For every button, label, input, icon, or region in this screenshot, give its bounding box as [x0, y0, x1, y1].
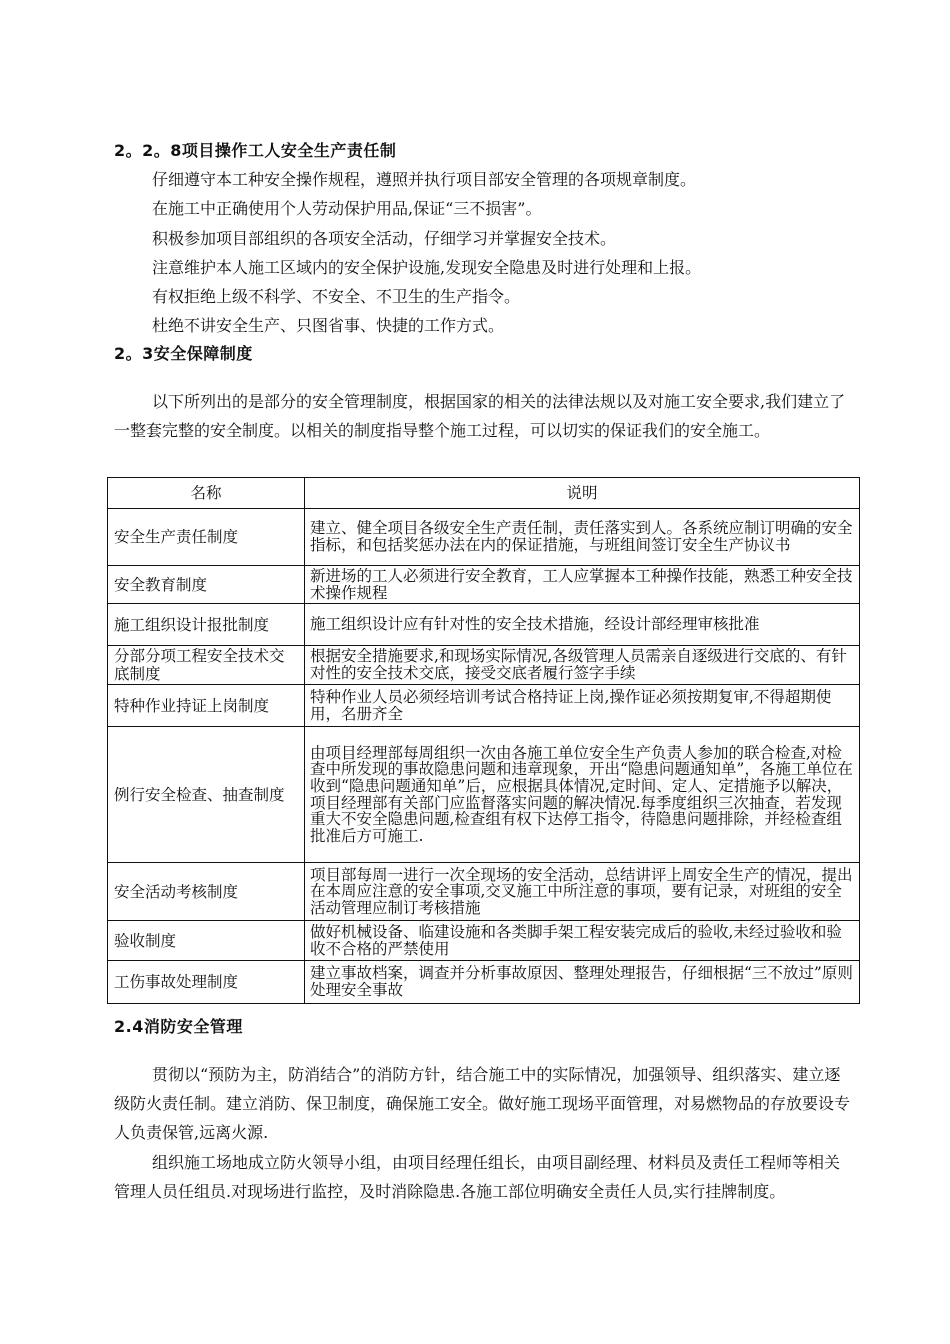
heading-2-4: 2.4消防安全管理 — [114, 1017, 243, 1036]
table-row — [108, 566, 860, 604]
regulation-desc: 建立事故档案，调查并分析事故原因、整理处理报告，仔细根据“三不放过”原则处理安全事故 — [305, 961, 860, 1004]
regulation-name: 施工组织设计报批制度 — [108, 604, 305, 646]
heading-2-3: 2。3安全保障制度 — [114, 344, 253, 363]
duty-item: 积极参加项目部组织的各项安全活动，仔细学习并掌握安全技术。 — [152, 229, 617, 248]
table-row — [108, 727, 860, 863]
regulation-desc: 新进场的工人必须进行安全教育，工人应掌握本工种操作技能，熟悉工种安全技术操作规程 — [305, 566, 860, 604]
duty-item: 在施工中正确使用个人劳动保护用品,保证“三不损害”。 — [152, 199, 542, 218]
table-row — [108, 509, 860, 566]
regulation-desc: 由项目经理部每周组织一次由各施工单位安全生产负责人参加的联合检查,对检查中所发现的事故隐患问题和违章现象，开出“隐患问题通知单”，各施工单位在收到“隐患问题通知单”后，应根据具体情况,定时间、定人、定措施予以解决，项目经理部有关部门应监督落实问题的解决情况.每季度组织三次抽查，若发现重大不安全隐患问题,检查组有权下达停工指令，待隐患问题排除，并经检查组批准后方可施工. — [305, 727, 860, 863]
regulation-desc: 根据安全措施要求,和现场实际情况,各级管理人员需亲自逐级进行交底的、有针对性的安全技术交底，接受交底者履行签字手续 — [305, 646, 860, 685]
regulation-name: 安全生产责任制度 — [108, 509, 305, 566]
duty-item: 仔细遵守本工种安全操作规程，遵照并执行项目部安全管理的各项规章制度。 — [152, 170, 697, 189]
regulation-desc: 建立、健全项目各级安全生产责任制，责任落实到人。各系统应制订明确的安全指标，和包括奖惩办法在内的保证措施，与班组间签订安全生产协议书 — [305, 509, 860, 566]
regulation-name: 特种作业持证上岗制度 — [108, 685, 305, 727]
table-row — [108, 961, 860, 1004]
regulation-name: 安全活动考核制度 — [108, 863, 305, 921]
fire-paragraph-1: 贯彻以“预防为主，防消结合”的消防方针，结合施工中的实际情况，加强领导、组织落实、建立逐级防火责任制。建立消防、保卫制度，确保施工安全。做好施工现场平面管理，对易燃物品的存放要设专人负责保管,远离火源. — [114, 1065, 851, 1142]
regulation-desc: 施工组织设计应有针对性的安全技术措施，经设计部经理审核批准 — [305, 604, 860, 646]
table-row — [108, 685, 860, 727]
safety-regulations-table — [107, 477, 860, 1004]
regulation-name: 例行安全检查、抽查制度 — [108, 727, 305, 863]
regulation-name: 分部分项工程安全技术交底制度 — [108, 646, 305, 685]
intro-paragraph: 以下所列出的是部分的安全管理制度，根据国家的相关的法律法规以及对施工安全要求,我们建立了一整套完整的安全制度。以相关的制度指导整个施工过程，可以切实的保证我们的安全施工。 — [114, 392, 846, 440]
regulation-name: 验收制度 — [108, 921, 305, 961]
heading-2-2-8: 2。2。8项目操作工人安全生产责任制 — [114, 141, 397, 160]
regulation-name: 安全教育制度 — [108, 566, 305, 604]
table-row — [108, 604, 860, 646]
table-row — [108, 863, 860, 921]
column-header-desc: 说明 — [305, 478, 860, 509]
duty-item: 有权拒绝上级不科学、不安全、不卫生的生产指令。 — [152, 287, 521, 306]
duty-item: 杜绝不讲安全生产、只图省事、快捷的工作方式。 — [152, 316, 505, 335]
regulation-name: 工伤事故处理制度 — [108, 961, 305, 1004]
regulation-desc: 特种作业人员必须经培训考试合格持证上岗,操作证必须按期复审,不得超期使用，名册齐全 — [305, 685, 860, 727]
regulation-desc: 做好机械设备、临建设施和各类脚手架工程安装完成后的验收,未经过验收和验收不合格的严禁使用 — [305, 921, 860, 961]
table-row — [108, 646, 860, 685]
table-row — [108, 921, 860, 961]
fire-paragraph-2: 组织施工场地成立防火领导小组，由项目经理任组长，由项目副经理、材料员及责任工程师等相关管理人员任组员.对现场进行监控，及时消除隐患.各施工部位明确安全责任人员,实行挂牌制度。 — [114, 1153, 841, 1201]
regulation-desc: 项目部每周一进行一次全现场的安全活动，总结讲评上周安全生产的情况，提出在本周应注意的安全事项,交叉施工中所注意的事项，要有记录，对班组的安全活动管理应制订考核措施 — [305, 863, 860, 921]
duty-item: 注意维护本人施工区域内的安全保护设施,发现安全隐患及时进行处理和上报。 — [152, 258, 702, 277]
column-header-name: 名称 — [108, 478, 305, 509]
table-header-row — [108, 478, 860, 509]
